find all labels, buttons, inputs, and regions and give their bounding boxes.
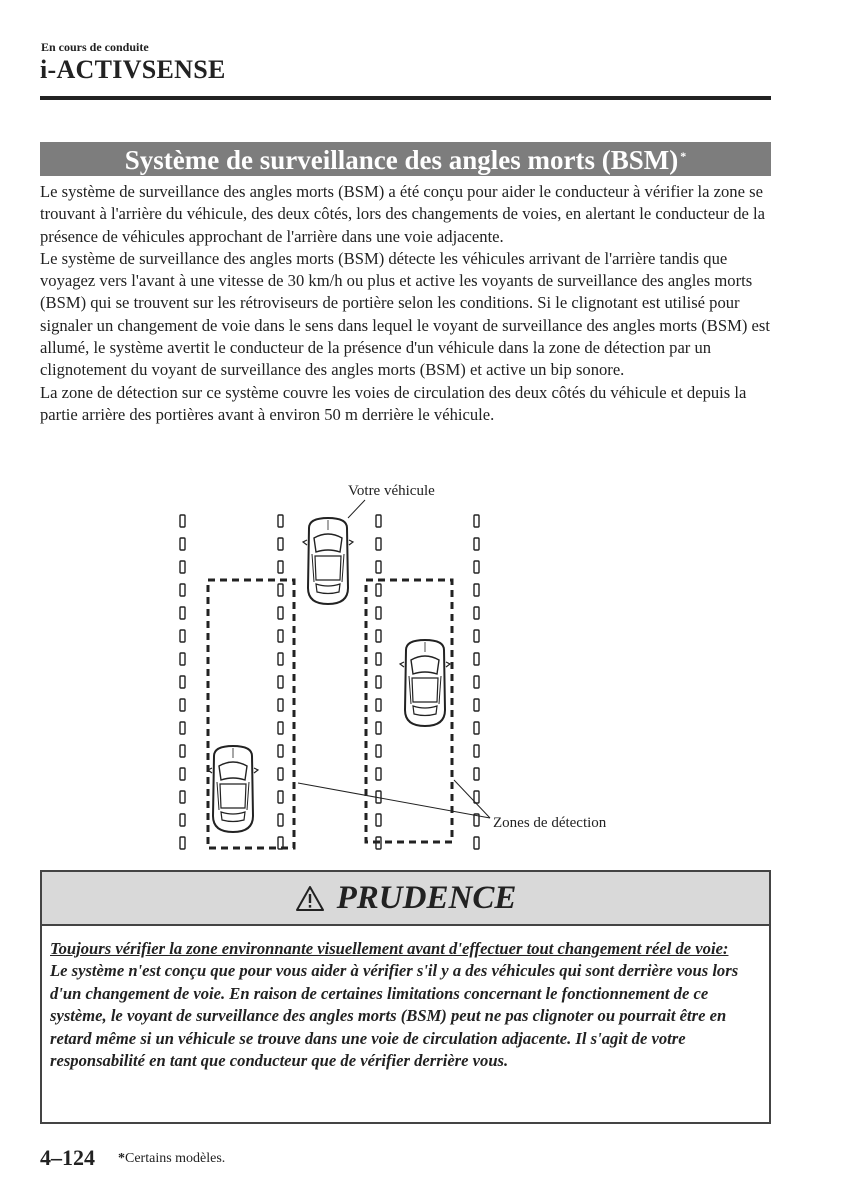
body-text [40, 181, 780, 426]
section-title-bar [40, 142, 771, 176]
section-title: Système de surveillance des angles morts (BSM) [124, 145, 679, 175]
label-detection-zones: Zones de détection [493, 815, 607, 831]
header-rule [40, 96, 771, 100]
vehicle-right-lane [400, 640, 450, 726]
caution-text: Le système n'est conçu que pour vous aider à vérifier s'il y a des véhicules qui sont derrière vous lors d'un changement de voie. En raison de certaines limitations concernant le fonctionnement de ce système, le voyant de surveillance des angles morts (BSM) peut ne pas clignoter ou pourrait être en retard même si un véhicule se trouve dans une voie de circulation adjacente. Il s'agit de votre responsabilité en tant que conducteur que de vérifier derrière vous. [50, 961, 739, 1071]
paragraph: Le système de surveillance des angles morts (BSM) a été conçu pour aider le conducteur à vérifier la zone se trouvant à l'arrière du véhicule, des deux côtés, lors des changements de voies, en alertant le conducteur de la présence de véhicules approchant de l'arrière dans une voie adjacente. [40, 182, 765, 246]
warning-triangle-icon [295, 885, 325, 912]
caution-title: PRUDENCE [336, 879, 517, 916]
chapter-title: i-ACTIVSENSE [40, 55, 226, 84]
own-vehicle [303, 518, 353, 604]
paragraph: La zone de détection sur ce système couvre les voies de circulation des deux côtés du véhicule et depuis la partie arrière des portières avant à environ 50 m derrière le véhicule. [40, 382, 747, 424]
detection-zone-diagram [150, 478, 670, 863]
page-number: 4–124 [40, 1145, 95, 1170]
caution-box [40, 870, 771, 1124]
footnote [118, 1151, 225, 1167]
vehicle-left-lane [208, 746, 258, 832]
caution-lead: Toujours vérifier la zone environnante visuellement avant d'effectuer tout changement réel de voie: [50, 939, 729, 958]
footnote-mark: * [118, 1151, 125, 1166]
caution-header [42, 872, 769, 926]
paragraph: Le système de surveillance des angles morts (BSM) détecte les véhicules arrivant de l'arrière tandis que voyagez vers l'avant à une vitesse de 30 km/h ou plus et active les voyants de surveillance des angles morts (BSM) qui se trouvent sur les rétroviseurs de portière selon les conditions. Si le clignotant est utilisé pour signaler un changement de voie dans le sens dans lequel le voyant de surveillance des angles morts (BSM) est allumé, le système avertit le conducteur de la présence d'un véhicule dans la zone de détection par un clignotement du voyant de surveillance des angles morts (BSM) et active un bip sonore. [40, 248, 770, 380]
caution-body [42, 926, 769, 1072]
running-header: En cours de conduite [41, 40, 149, 54]
footnote-text: Certains modèles. [125, 1151, 226, 1166]
footnote-marker: * [680, 149, 687, 163]
label-your-vehicle: Votre véhicule [348, 483, 435, 499]
